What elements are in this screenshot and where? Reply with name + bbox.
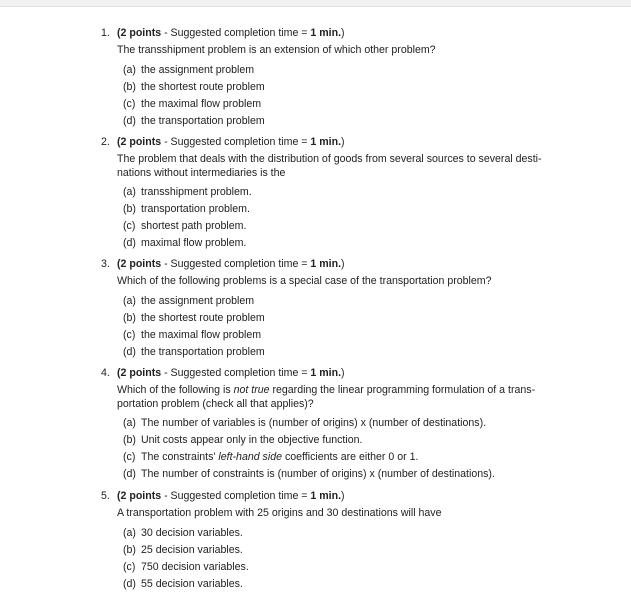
question-header xyxy=(101,367,571,381)
completion-prefix: - Suggested completion time = xyxy=(161,258,311,270)
option-text: the shortest route problem xyxy=(141,80,265,93)
option-a xyxy=(123,527,571,544)
question-5 xyxy=(101,490,571,595)
option-b xyxy=(123,81,571,98)
question-text-line-2: portation problem (check all that applies)? xyxy=(117,397,314,410)
question-text: Which of the following problems is a special case of the transportation problem? xyxy=(117,275,492,287)
header-close: ) xyxy=(341,490,345,502)
option-label: (b) xyxy=(123,434,136,447)
header-close: ) xyxy=(341,27,345,39)
question-header xyxy=(101,27,571,41)
option-c xyxy=(123,329,571,346)
option-text: The number of variables is (number of origins) x (number of destinations). xyxy=(141,417,487,430)
option-label: (a) xyxy=(123,417,136,430)
option-c xyxy=(123,98,571,115)
question-number: 4. xyxy=(101,367,110,379)
option-list xyxy=(123,417,571,485)
question-1 xyxy=(101,27,571,132)
option-a xyxy=(123,417,571,434)
question-text xyxy=(117,153,547,180)
question-4 xyxy=(101,367,571,485)
question-2 xyxy=(101,136,571,254)
option-text: 30 decision variables. xyxy=(141,526,243,539)
option-label: (b) xyxy=(123,543,136,556)
option-text: the transportation problem xyxy=(141,114,265,127)
option-text: the maximal flow problem xyxy=(141,328,262,341)
option-b xyxy=(123,312,571,329)
header-close: ) xyxy=(341,136,345,148)
option-text: transportation problem. xyxy=(141,203,250,216)
option-text: maximal flow problem. xyxy=(141,237,247,250)
option-text: the maximal flow problem xyxy=(141,97,262,110)
completion-prefix: - Suggested completion time = xyxy=(161,367,311,379)
option-label: (c) xyxy=(123,451,136,464)
question-3 xyxy=(101,258,571,363)
completion-time: 1 min. xyxy=(310,136,342,148)
option-d xyxy=(123,115,571,132)
option-label: (a) xyxy=(123,186,136,199)
option-label: (a) xyxy=(123,526,136,539)
option-text: 750 decision variables. xyxy=(141,560,249,573)
option-text: The constraints' left-hand side coefficients are either 0 or 1. xyxy=(141,451,419,464)
option-d xyxy=(123,346,571,363)
question-points: (2 points xyxy=(117,367,162,379)
option-label: (b) xyxy=(123,203,136,216)
option-text: Unit costs appear only in the objective function. xyxy=(141,434,363,447)
option-label: (d) xyxy=(123,468,136,481)
option-label: (d) xyxy=(123,345,136,358)
completion-time: 1 min. xyxy=(310,258,342,270)
question-header xyxy=(101,490,571,504)
option-text: transshipment problem. xyxy=(141,186,252,199)
question-points: (2 points xyxy=(117,490,162,502)
option-label: (a) xyxy=(123,294,136,307)
question-text: A transportation problem with 25 origins and 30 destinations will have xyxy=(117,507,442,519)
question-number: 2. xyxy=(101,136,110,148)
question-text-line-1: Which of the following is not true regarding the linear programming formulation of a trans- xyxy=(117,384,536,396)
completion-prefix: - Suggested completion time = xyxy=(161,27,311,39)
option-list xyxy=(123,64,571,132)
option-text: the assignment problem xyxy=(141,63,255,76)
option-text: The number of constraints is (number of origins) x (number of destinations). xyxy=(141,468,495,481)
option-text: 55 decision variables. xyxy=(141,577,243,590)
option-d xyxy=(123,237,571,254)
option-label: (a) xyxy=(123,63,136,76)
header-close: ) xyxy=(341,258,345,270)
option-list xyxy=(123,295,571,363)
option-a xyxy=(123,64,571,81)
header-close: ) xyxy=(341,367,345,379)
question-points: (2 points xyxy=(117,258,162,270)
question-points: (2 points xyxy=(117,136,162,148)
question-text xyxy=(117,384,547,411)
question-points: (2 points xyxy=(117,27,162,39)
option-b xyxy=(123,544,571,561)
option-text: the transportation problem xyxy=(141,345,265,358)
option-label: (c) xyxy=(123,328,136,341)
option-c xyxy=(123,451,571,468)
option-label: (c) xyxy=(123,97,136,110)
option-a xyxy=(123,186,571,203)
question-text-line-2: nations without intermediaries is the xyxy=(117,166,286,179)
emphasis-not-true: not true xyxy=(233,384,270,396)
option-list xyxy=(123,186,571,254)
option-label: (b) xyxy=(123,80,136,93)
option-text: the shortest route problem xyxy=(141,311,265,324)
question-text: The transshipment problem is an extension of which other problem? xyxy=(117,44,436,56)
option-label: (d) xyxy=(123,237,136,250)
question-text-line-1: The problem that deals with the distribution of goods from several sources to several desti- xyxy=(117,153,542,165)
option-c xyxy=(123,561,571,578)
completion-time: 1 min. xyxy=(310,367,342,379)
option-text: 25 decision variables. xyxy=(141,543,243,556)
question-header xyxy=(101,136,571,150)
page-top-edge xyxy=(0,0,631,7)
question-number: 3. xyxy=(101,258,110,270)
emphasis-left-hand-side: left-hand side xyxy=(218,451,282,464)
completion-prefix: - Suggested completion time = xyxy=(161,136,311,148)
option-label: (d) xyxy=(123,577,136,590)
option-b xyxy=(123,434,571,451)
option-c xyxy=(123,220,571,237)
completion-time: 1 min. xyxy=(310,490,342,502)
option-d xyxy=(123,468,571,485)
option-label: (d) xyxy=(123,114,136,127)
question-number: 5. xyxy=(101,490,110,502)
completion-time: 1 min. xyxy=(310,27,342,39)
option-list xyxy=(123,527,571,595)
option-b xyxy=(123,203,571,220)
option-d xyxy=(123,578,571,595)
question-header xyxy=(101,258,571,272)
option-label: (b) xyxy=(123,311,136,324)
option-a xyxy=(123,295,571,312)
option-text: shortest path problem. xyxy=(141,220,247,233)
option-label: (c) xyxy=(123,560,136,573)
question-number: 1. xyxy=(101,27,110,39)
option-text: the assignment problem xyxy=(141,294,255,307)
completion-prefix: - Suggested completion time = xyxy=(161,490,311,502)
option-label: (c) xyxy=(123,220,136,233)
